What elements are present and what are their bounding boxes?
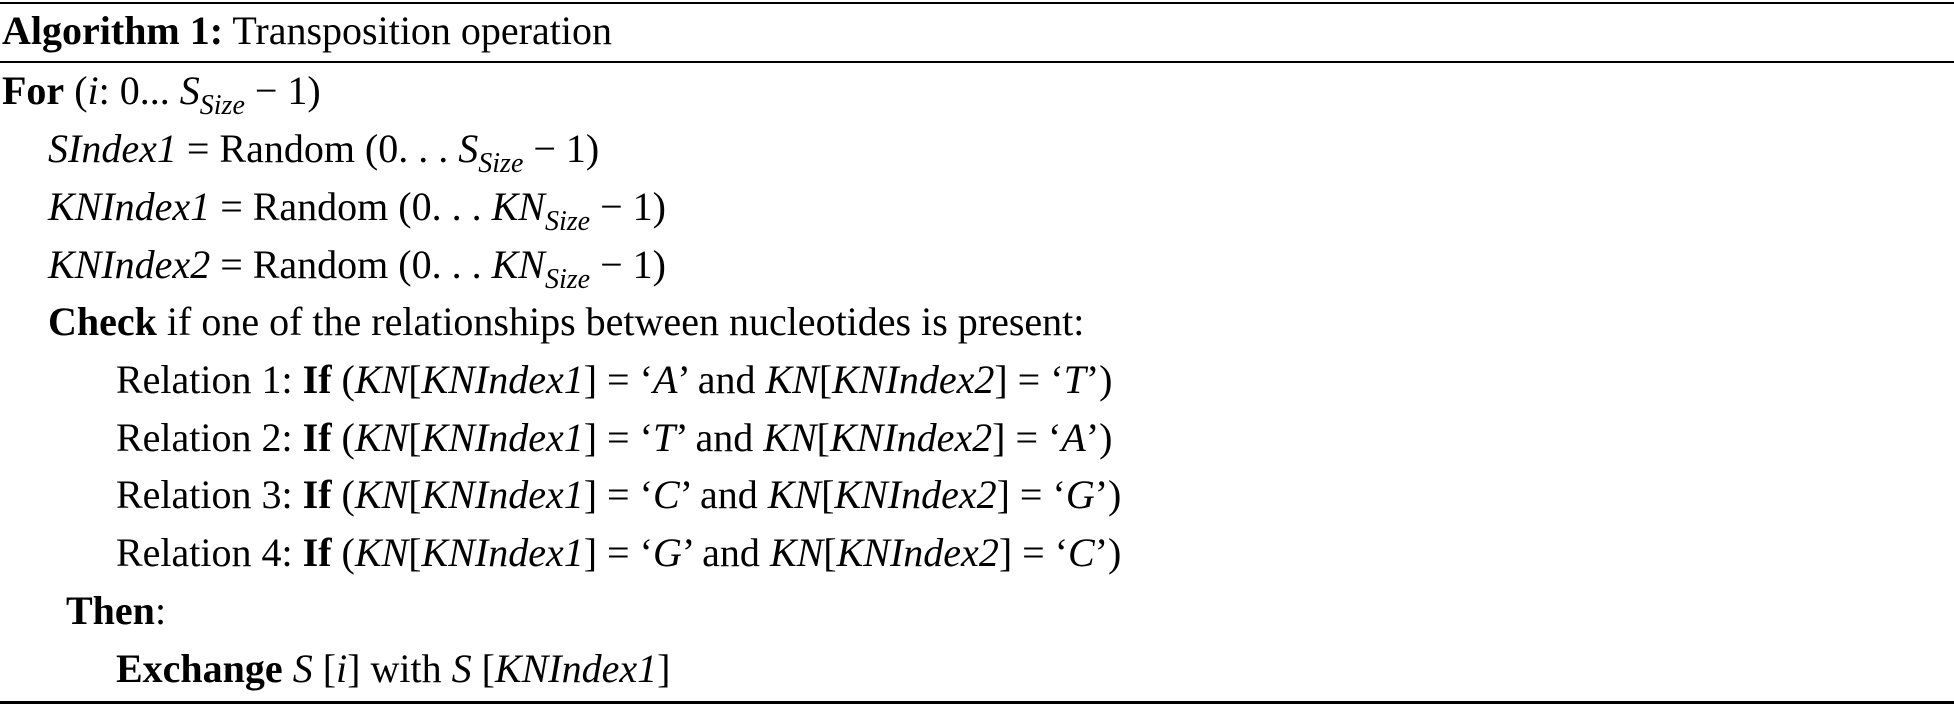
- text-fragment: ’): [1085, 357, 1113, 402]
- text-fragment: [: [816, 415, 830, 460]
- text-fragment: ’): [1094, 472, 1122, 517]
- text-fragment: [: [408, 472, 422, 517]
- relation-line-3: [116, 466, 1121, 524]
- algorithm-title: [2, 2, 612, 60]
- text-fragment: ] = ‘: [583, 472, 653, 517]
- algorithm-name: Transposition operation: [223, 8, 612, 53]
- nucleotide-value: T: [1063, 357, 1086, 402]
- relation-line-1: [116, 351, 1112, 409]
- text-fragment: [283, 646, 293, 691]
- symbol-kn: KN: [763, 415, 817, 460]
- check-line: [48, 293, 1084, 351]
- for-loop-line: [2, 62, 321, 120]
- if-keyword: If: [302, 472, 332, 517]
- variable-knindex1: KNIndex1: [421, 357, 584, 402]
- text-fragment: [: [471, 646, 495, 691]
- variable-knindex1: KNIndex1: [421, 530, 584, 575]
- if-keyword: If: [302, 530, 332, 575]
- relation-line-2: [116, 409, 1112, 467]
- text-fragment: ’ and: [679, 472, 768, 517]
- then-keyword: Then: [66, 588, 155, 633]
- text-fragment: [: [408, 357, 422, 402]
- subscript-size: Size: [544, 264, 591, 295]
- text-fragment: [: [312, 646, 337, 691]
- symbol-s: S: [451, 646, 472, 691]
- variable-sindex1: SIndex1: [48, 126, 177, 171]
- text-fragment: ’): [1085, 415, 1113, 460]
- text-fragment: (: [331, 415, 355, 460]
- text-fragment: ] = ‘: [998, 530, 1069, 575]
- text-fragment: ’): [1094, 530, 1122, 575]
- text-fragment: ] = ‘: [992, 415, 1062, 460]
- text-fragment: :: [154, 588, 167, 633]
- nucleotide-value: A: [1061, 415, 1086, 460]
- loop-variable: i: [87, 68, 99, 113]
- text-fragment: ] = ‘: [583, 530, 653, 575]
- text-fragment: − 1): [244, 68, 321, 113]
- relation-label: Relation 2:: [116, 415, 303, 460]
- symbol-kn: KN: [354, 472, 409, 517]
- nucleotide-value: G: [652, 530, 682, 575]
- nucleotide-value: A: [652, 357, 678, 402]
- variable-knindex1: KNIndex1: [421, 415, 584, 460]
- symbol-kn: KN: [491, 184, 545, 229]
- nucleotide-value: G: [1065, 472, 1095, 517]
- text-fragment: ]: [657, 646, 671, 691]
- text-fragment: [: [821, 472, 835, 517]
- then-line: [66, 582, 166, 640]
- text-fragment: − 1): [523, 126, 600, 171]
- text-fragment: ] with: [347, 646, 452, 691]
- exchange-line: [116, 640, 670, 698]
- nucleotide-value: C: [652, 472, 680, 517]
- text-fragment: − 1): [590, 242, 666, 287]
- text-fragment: [: [408, 415, 422, 460]
- text-fragment: = Random (0. . .: [176, 126, 459, 171]
- relation-label: Relation 3:: [116, 472, 303, 517]
- knindex1-line: [48, 178, 666, 236]
- variable-knindex1: KNIndex1: [494, 646, 658, 691]
- sindex1-line: [48, 120, 599, 178]
- if-keyword: If: [302, 415, 332, 460]
- relation-line-4: [116, 524, 1121, 582]
- symbol-s: S: [179, 68, 200, 113]
- text-fragment: [: [408, 530, 422, 575]
- subscript-size: Size: [478, 148, 524, 179]
- text-fragment: (: [331, 357, 355, 402]
- symbol-s: S: [458, 126, 479, 171]
- text-fragment: ] = ‘: [583, 357, 653, 402]
- for-keyword: For: [2, 68, 65, 113]
- variable-knindex1: KNIndex1: [48, 184, 211, 229]
- text-fragment: ] = ‘: [583, 415, 653, 460]
- text-fragment: ’ and: [681, 530, 770, 575]
- loop-variable: i: [336, 646, 348, 691]
- symbol-kn: KN: [354, 415, 409, 460]
- variable-knindex2: KNIndex2: [48, 242, 211, 287]
- symbol-kn: KN: [767, 472, 822, 517]
- text-fragment: − 1): [590, 184, 666, 229]
- symbol-kn: KN: [491, 242, 545, 287]
- check-keyword: Check: [48, 299, 157, 344]
- nucleotide-value: T: [652, 415, 676, 460]
- text-fragment: : 0...: [98, 68, 180, 113]
- text-fragment: (: [64, 68, 88, 113]
- symbol-kn: KN: [354, 357, 409, 402]
- subscript-size: Size: [199, 90, 245, 121]
- subscript-size: Size: [544, 206, 591, 237]
- if-keyword: If: [302, 357, 332, 402]
- variable-knindex2: KNIndex2: [829, 415, 993, 460]
- symbol-kn: KN: [769, 530, 824, 575]
- text-fragment: ] = ‘: [996, 472, 1066, 517]
- text-fragment: ] = ‘: [994, 357, 1064, 402]
- exchange-keyword: Exchange: [116, 646, 283, 691]
- text-fragment: [: [823, 530, 837, 575]
- symbol-kn: KN: [354, 530, 409, 575]
- algorithm-label: Algorithm 1:: [2, 8, 224, 53]
- variable-knindex2: KNIndex2: [834, 472, 997, 517]
- text-fragment: = Random (0. . .: [210, 242, 492, 287]
- text-fragment: (: [331, 530, 355, 575]
- text-fragment: [: [818, 357, 833, 402]
- symbol-kn: KN: [765, 357, 819, 402]
- relation-label: Relation 4:: [116, 530, 303, 575]
- relation-label: Relation 1:: [116, 357, 303, 402]
- variable-knindex2: KNIndex2: [836, 530, 999, 575]
- knindex2-line: [48, 236, 666, 294]
- text-fragment: (: [331, 472, 355, 517]
- text-fragment: ’ and: [677, 357, 766, 402]
- check-description: if one of the relationships between nucleotides is present:: [156, 299, 1085, 344]
- variable-knindex2: KNIndex2: [832, 357, 995, 402]
- nucleotide-value: C: [1068, 530, 1095, 575]
- symbol-s: S: [292, 646, 313, 691]
- bottom-rule: [0, 701, 1954, 704]
- text-fragment: ’ and: [675, 415, 764, 460]
- text-fragment: = Random (0. . .: [210, 184, 492, 229]
- variable-knindex1: KNIndex1: [421, 472, 584, 517]
